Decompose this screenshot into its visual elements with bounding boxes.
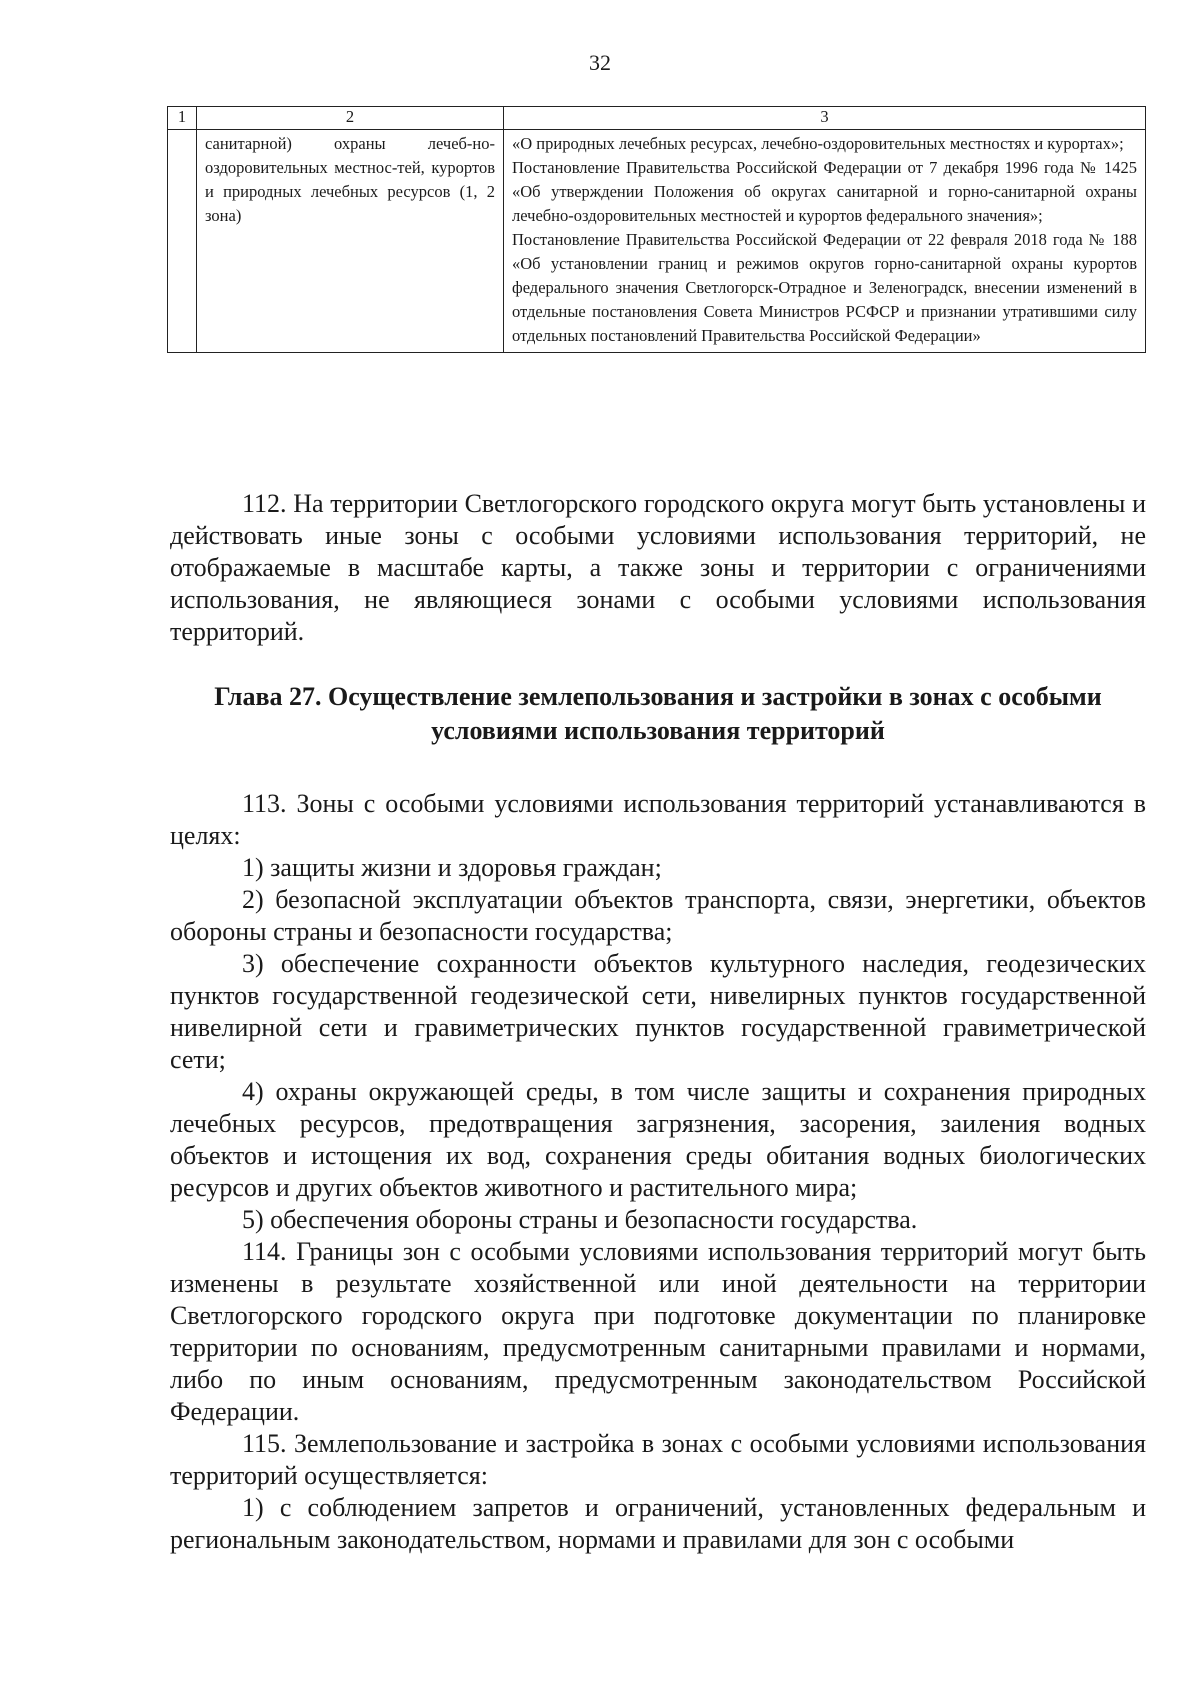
paragraph-113-item: 4) охраны окружающей среды, в том числе защиты и сохранения природных лечебных ресурсов, предотвращения загрязнения, засорения, заиления водных объектов и истощения их вод, сохранения среды обитания водных биологических ресурсов и других объектов животного и растительного мира; (170, 1077, 1146, 1202)
paragraph-113-item: 2) безопасной эксплуатации объектов транспорта, связи, энергетики, объектов обороны страны и безопасности государства; (170, 885, 1146, 946)
table-header-cell-3: 3 (504, 107, 1146, 130)
paragraph-113-item: 1) защиты жизни и здоровья граждан; (242, 853, 662, 882)
paragraph-113-item: 5) обеспечения обороны страны и безопасности государства. (242, 1205, 918, 1234)
paragraph-115-intro: 115. Землепользование и застройка в зонах с особыми условиями использования территорий осуществляется: (170, 1429, 1146, 1490)
table-cell-legal-basis (504, 130, 1146, 353)
paragraph-115-item: 1) с соблюдением запретов и ограничений, установленных федеральным и региональным законодательством, нормами и правилами для зон с особыми (170, 1493, 1146, 1554)
page-number: 32 (589, 50, 611, 75)
legal-basis-item: Постановление Правительства Российской Федерации от 22 февраля 2018 года № 188 «Об установлении границ и режимов округов горно-санитарной охраны курортов федерального значения Светлогорск-Отрадное и Зеленоградск, внесении изменений в отдельные постановления Совета Министров РСФСР и признании утратившими силу отдельных постановлений Правительства Российской Федерации» (512, 230, 1137, 345)
table-header-cell-1: 1 (168, 107, 197, 130)
table-header-row (168, 107, 1146, 130)
paragraph-114: 114. Границы зон с особыми условиями использования территорий могут быть изменены в результате хозяйственной или иной деятельности на территории Светлогорского городского округа при подготовке документации по планировке территории по основаниям, предусмотренным санитарными правилами и нормами, либо по иным основаниям, предусмотренным законодательством Российской Федерации. (170, 1237, 1146, 1426)
paragraph-112-block (170, 488, 1146, 648)
legal-basis-item: «О природных лечебных ресурсах, лечебно-оздоровительных местностях и курортах»; (512, 134, 1124, 153)
regulation-table (167, 106, 1146, 353)
paragraph-113-intro: 113. Зоны с особыми условиями использования территорий устанавливаются в целях: (170, 789, 1146, 850)
table-cell-number (168, 130, 197, 353)
table-cell-zone-name: санитарной) охраны лечеб-но-оздоровительных местнос-тей, курортов и природных лечебных ресурсов (1, 2 зона) (197, 130, 504, 353)
legal-basis-item: Постановление Правительства Российской Федерации от 7 декабря 1996 года № 1425 «Об утверждении Положения об округах санитарной и горно-санитарной охраны лечебно-оздоровительных местностей и курортов федерального значения»; (512, 158, 1137, 225)
main-text-block (170, 788, 1146, 1556)
paragraph-112: 112. На территории Светлогорского городского округа могут быть установлены и действовать иные зоны с особыми условиями использования территорий, не отображаемые в масштабе карты, а также зоны и территории с ограничениями использования, не являющиеся зонами с особыми условиями использования территорий. (170, 489, 1146, 646)
table-header-cell-2: 2 (197, 107, 504, 130)
table-row (168, 130, 1146, 353)
paragraph-113-item: 3) обеспечение сохранности объектов культурного наследия, геодезических пунктов государственной геодезической сети, нивелирных пунктов государственной нивелирной сети и гравиметрических пунктов государственной гравиметрической сети; (170, 949, 1146, 1074)
chapter-heading: Глава 27. Осуществление землепользования и застройки в зонах с особыми условиями использования территорий (214, 682, 1102, 745)
